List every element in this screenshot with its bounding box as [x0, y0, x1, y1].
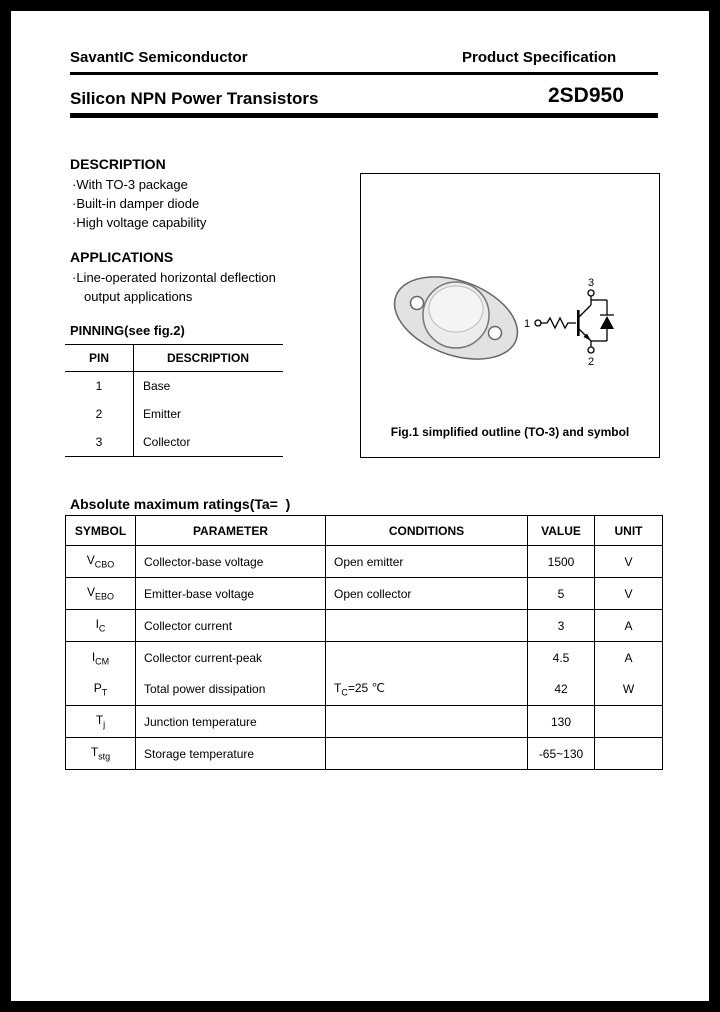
description-heading: DESCRIPTION — [70, 156, 166, 172]
parameter-cell: Storage temperature — [136, 738, 326, 770]
pin-number: 3 — [95, 435, 103, 449]
description-item: ·Built-in damper diode — [72, 196, 200, 211]
value-cell: 5 — [528, 578, 595, 610]
description-item: ·With TO-3 package — [72, 177, 188, 192]
table-row — [66, 738, 663, 770]
table-row — [66, 578, 663, 610]
symbol-cell — [66, 738, 136, 770]
base-bar — [577, 310, 580, 336]
unit-cell: W — [595, 674, 663, 706]
table-row — [66, 610, 663, 642]
pinning-header-row — [65, 345, 283, 372]
pinning-header-description: DESCRIPTION — [166, 351, 249, 365]
ratings-header-row — [66, 516, 663, 546]
collector-terminal — [588, 290, 594, 296]
value-cell: 3 — [528, 610, 595, 642]
table-row — [66, 674, 663, 706]
table-row — [66, 706, 663, 738]
table-row — [66, 642, 663, 674]
unit-cell: V — [595, 578, 663, 610]
pin-description: Emitter — [143, 407, 182, 421]
pin-label-collector: 3 — [587, 277, 595, 289]
symbol-cell — [66, 706, 136, 738]
parameter-cell: Collector current-peak — [136, 642, 326, 674]
description-item: ·High voltage capability — [72, 215, 207, 230]
pin-description: Base — [143, 379, 171, 393]
value-cell: -65~130 — [528, 738, 595, 770]
part-number: 2SD950 — [548, 84, 624, 107]
to3-package-outline — [383, 261, 529, 374]
parameter-cell: Junction temperature — [136, 706, 326, 738]
symbol-base: P — [93, 681, 102, 696]
symbol-base: T — [90, 745, 99, 760]
doc-type: Product Specification — [462, 49, 617, 66]
figure-1-box — [360, 173, 660, 458]
pin-number: 1 — [95, 379, 103, 393]
ratings-heading: Absolute maximum ratings(Ta= ) — [70, 496, 291, 512]
symbol-sub: stg — [98, 751, 111, 762]
symbol-base: T — [95, 713, 104, 728]
symbol-base: V — [86, 585, 95, 600]
conditions-cell — [326, 610, 528, 642]
table-row — [65, 400, 283, 428]
ratings-col-parameter: PARAMETER — [136, 516, 326, 546]
conditions-cell — [326, 738, 528, 770]
figure-1-drawing — [361, 174, 659, 457]
unit-cell: V — [595, 546, 663, 578]
header-rule-bottom — [70, 113, 658, 118]
pin-description: Collector — [143, 435, 191, 449]
symbol-base: I — [95, 617, 99, 632]
ratings-col-unit: UNIT — [595, 516, 663, 546]
conditions-sub: C — [341, 687, 348, 698]
applications-item: ·Line-operated horizontal deflection — [72, 270, 276, 285]
symbol-sub: T — [101, 687, 108, 698]
symbol-sub: CBO — [94, 559, 115, 570]
header-rule-top — [70, 72, 658, 75]
conditions-cell — [326, 706, 528, 738]
unit-cell: A — [595, 610, 663, 642]
ratings-table — [65, 515, 663, 770]
symbol-cell — [66, 610, 136, 642]
table-row — [65, 428, 283, 456]
value-cell: 130 — [528, 706, 595, 738]
description-list — [72, 175, 206, 232]
conditions-cell — [326, 642, 528, 674]
company-name: SavantIC Semiconductor — [70, 49, 248, 66]
pinning-table — [65, 344, 283, 457]
symbol-cell — [66, 642, 136, 674]
table-row — [65, 372, 283, 400]
symbol-cell — [66, 578, 136, 610]
unit-cell: A — [595, 642, 663, 674]
pin-label-emitter: 2 — [587, 356, 595, 368]
symbol-sub: j — [103, 719, 106, 730]
parameter-cell: Collector-base voltage — [136, 546, 326, 578]
pinning-table-divider — [133, 345, 134, 456]
symbol-cell — [66, 546, 136, 578]
unit-cell — [595, 706, 663, 738]
pinning-heading: PINNING(see fig.2) — [70, 323, 185, 338]
conditions-cell — [326, 674, 528, 706]
conditions-cell: Open collector — [326, 578, 528, 610]
unit-cell — [595, 738, 663, 770]
parameter-cell: Collector current — [136, 610, 326, 642]
conditions-cell: Open emitter — [326, 546, 528, 578]
damper-diode — [600, 316, 614, 329]
mounting-hole — [411, 297, 424, 310]
symbol-sub: CM — [95, 655, 110, 666]
table-row — [66, 546, 663, 578]
pin-label-base: 1 — [523, 318, 531, 330]
value-cell: 4.5 — [528, 642, 595, 674]
value-cell: 42 — [528, 674, 595, 706]
parameter-cell: Emitter-base voltage — [136, 578, 326, 610]
symbol-cell — [66, 674, 136, 706]
pin-number: 2 — [95, 407, 103, 421]
base-terminal — [535, 320, 541, 326]
base-resistor — [541, 318, 576, 328]
symbol-base: I — [91, 649, 96, 664]
conditions-tail: =25 ℃ — [347, 681, 386, 696]
ratings-col-conditions: CONDITIONS — [326, 516, 528, 546]
parameter-cell: Total power dissipation — [136, 674, 326, 706]
transistor-symbol — [535, 290, 614, 353]
emitter-terminal — [588, 347, 594, 353]
symbol-sub: C — [98, 623, 106, 634]
applications-heading: APPLICATIONS — [70, 249, 174, 265]
ratings-col-value: VALUE — [528, 516, 595, 546]
applications-item-continued: output applications — [84, 289, 193, 304]
ratings-col-symbol: SYMBOL — [66, 516, 136, 546]
symbol-base: V — [86, 553, 95, 568]
page-title: Silicon NPN Power Transistors — [70, 89, 319, 108]
pinning-header-pin: PIN — [88, 351, 109, 365]
figure-1-caption: Fig.1 simplified outline (TO-3) and symbol — [390, 425, 630, 439]
symbol-sub: EBO — [95, 591, 115, 602]
conditions-base: T — [334, 681, 342, 696]
value-cell: 1500 — [528, 546, 595, 578]
mounting-hole — [489, 327, 502, 340]
